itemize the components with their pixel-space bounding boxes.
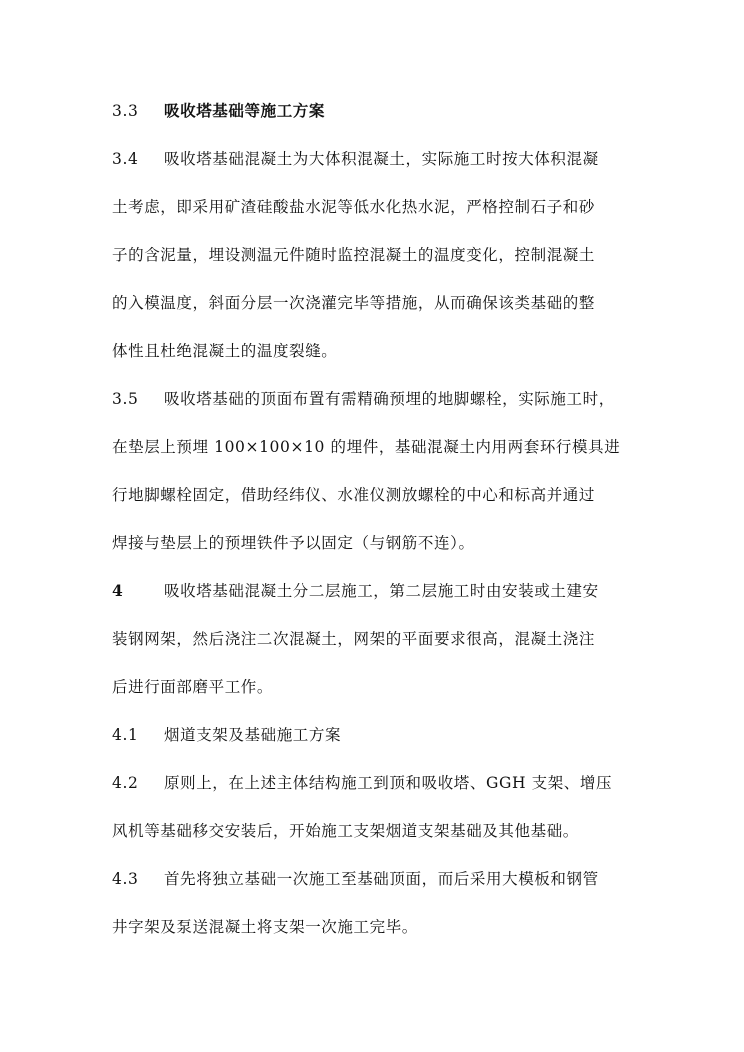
paragraph-3-5-line-4: 焊接与垫层上的预埋铁件予以固定（与钢筋不连）。	[112, 534, 475, 552]
paragraph-4-2-line-1	[112, 772, 632, 794]
paragraph-4-line-1	[112, 580, 632, 602]
section-number: 3.3	[112, 102, 139, 120]
paragraph-4-3-line-1	[112, 868, 632, 890]
section-4-1-heading	[112, 724, 632, 746]
section-title: 烟道支架及基础施工方案	[164, 726, 342, 744]
paragraph-3-5-line-3: 行地脚螺栓固定，借助经纬仪、水准仪测放螺栓的中心和标高并通过	[112, 486, 596, 504]
paragraph-3-4-line-2: 土考虑，即采用矿渣硅酸盐水泥等低水化热水泥，严格控制石子和砂	[112, 198, 596, 216]
paragraph-4-line-2: 装钢网架，然后浇注二次混凝土，网架的平面要求很高，混凝土浇注	[112, 630, 596, 648]
section-number: 4.2	[112, 774, 139, 792]
section-3-3-heading	[112, 100, 632, 122]
paragraph-4-line-3: 后进行面部磨平工作。	[112, 678, 274, 696]
paragraph-3-5-line-2: 在垫层上预埋 100×100×10 的埋件，基础混凝土内用两套环行模具进	[112, 438, 621, 456]
section-number: 4.3	[112, 870, 139, 888]
section-number: 4.1	[112, 726, 139, 744]
section-number: 3.4	[112, 150, 139, 168]
paragraph-text: 吸收塔基础混凝土为大体积混凝土，实际施工时按大体积混凝	[164, 150, 599, 168]
paragraph-3-4-line-1	[112, 148, 632, 170]
section-number: 3.5	[112, 390, 139, 408]
paragraph-3-4-line-3: 子的含泥量，埋设测温元件随时监控混凝土的温度变化，控制混凝土	[112, 246, 596, 264]
paragraph-4-2-line-2: 风机等基础移交安装后，开始施工支架烟道支架基础及其他基础。	[112, 822, 579, 840]
paragraph-text: 吸收塔基础混凝土分二层施工，第二层施工时由安装或土建安	[164, 582, 599, 600]
paragraph-text: 首先将独立基础一次施工至基础顶面，而后采用大模板和钢管	[164, 870, 599, 888]
paragraph-text: 原则上，在上述主体结构施工到顶和吸收塔、GGH 支架、增压	[164, 774, 613, 792]
section-title: 吸收塔基础等施工方案	[164, 101, 326, 120]
paragraph-4-3-line-2: 井字架及泵送混凝土将支架一次施工完毕。	[112, 918, 418, 936]
paragraph-3-4-line-5: 体性且杜绝混凝土的温度裂缝。	[112, 342, 338, 360]
paragraph-3-4-line-4: 的入模温度，斜面分层一次浇灌完毕等措施，从而确保该类基础的整	[112, 294, 596, 312]
section-number: 4	[112, 581, 124, 600]
paragraph-3-5-line-1	[112, 388, 632, 410]
paragraph-text: 吸收塔基础的顶面布置有需精确预埋的地脚螺栓，实际施工时，	[164, 390, 615, 408]
